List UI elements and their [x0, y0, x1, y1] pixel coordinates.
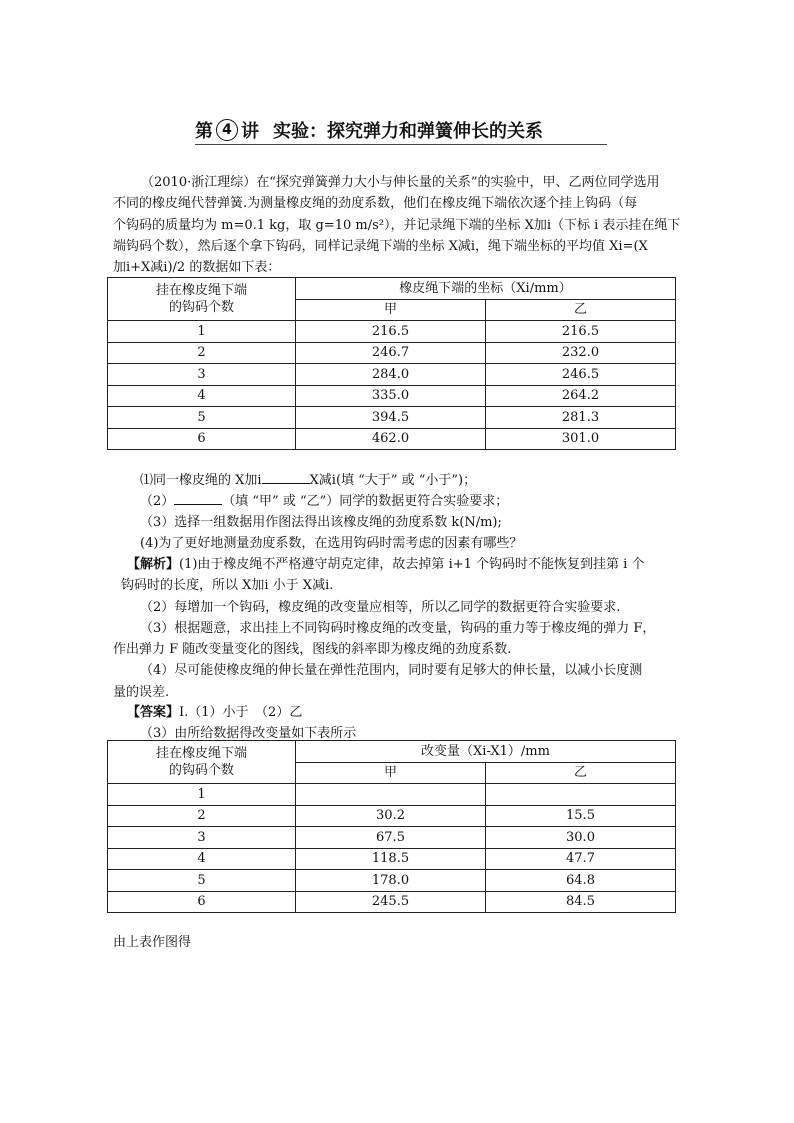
coordinate-table — [107, 277, 676, 450]
intro-line: 个钩码的质量均为 m=0.1 kg，取 g=10 m/s²），并记录绳下端的坐标 X加i（下标 i 表示挂在绳下 — [113, 217, 681, 233]
title-suffix: 讲 — [241, 121, 259, 142]
table-row: 1 216.5 216.5 — [108, 321, 676, 343]
question-4: (4)为了更好地测量劲度系数，在选用钩码时需考虑的因素有哪些？ — [140, 536, 523, 551]
analysis-tag: 【解析】 — [127, 557, 180, 572]
table-row: 4 118.5 47.7 — [108, 848, 676, 870]
title-underline — [195, 144, 607, 145]
table-row: 6 462.0 301.0 — [108, 428, 676, 450]
question-2: （2） （填 “甲” 或 “乙”）同学的数据更符合实验要求； — [140, 494, 509, 509]
table-header-jia: 甲 — [296, 762, 486, 784]
analysis-section: 【解析】(1)由于橡皮绳不严格遵守胡克定律，故去掉第 i+1 个钩码时不能恢复到挂第 i 个 钩码时的长度，所以 X加i 小于 X减i. （2）每增加一个钩码，橡皮绳的改变量应相等，所以乙同学的数据更符合实验要求. （3）根据题意，求出挂上不同钩码时橡皮绳的改变量，钩码的重力等于橡皮绳的弹力 F， 作出弹力 F 随改变量变化的图线，图线的斜率即为橡皮绳的劲度系数. （4）尽可能使橡皮绳的伸长量在弹性范围内，同时要有足够大的伸长量，以减小长度测 量的误差. — [113, 557, 656, 700]
table-row: 5 394.5 281.3 — [108, 407, 676, 429]
table-row: 2 246.7 232.0 — [108, 342, 676, 364]
table-row: 4 335.0 264.2 — [108, 385, 676, 407]
table-row: 6 245.5 84.5 — [108, 891, 676, 913]
intro-line: 不同的橡皮绳代替弹簧.为测量橡皮绳的劲度系数，他们在橡皮绳下端依次逐个挂上钩码（每 — [113, 196, 638, 212]
question-1: ⑴同一橡皮绳的 X加i X减i(填 “大于” 或 “小于”)； — [140, 473, 477, 488]
table-header-yi: 乙 — [486, 762, 676, 784]
table-header-jia: 甲 — [296, 299, 486, 321]
intro-line: 加i+X减i)/2 的数据如下表： — [113, 260, 281, 276]
intro-paragraph — [113, 172, 681, 278]
table-row: 3 284.0 246.5 — [108, 364, 676, 386]
answer-section: 【答案】Ⅰ.（1）小于 （2）乙 （3）由所给数据得改变量如下表所示 — [127, 705, 357, 742]
title-text: 实验：探究弹力和弹簧伸长的关系 — [273, 121, 543, 142]
footer-text: 由上表作图得 — [113, 935, 192, 950]
answer-blank — [262, 471, 310, 484]
question-3: （3）选择一组数据用作图法得出该橡皮绳的劲度系数 k(N/m); — [140, 515, 502, 530]
table-header-count: 挂在橡皮绳下端 的钩码个数 — [108, 278, 296, 321]
page-title — [195, 117, 543, 143]
table-row: 3 67.5 30.0 — [108, 827, 676, 849]
table-row: 1 — [108, 784, 676, 806]
answer-tag: 【答案】 — [127, 705, 180, 720]
table-row: 2 30.2 15.5 — [108, 805, 676, 827]
table-header-count: 挂在橡皮绳下端 的钩码个数 — [108, 741, 296, 784]
change-table — [107, 740, 676, 913]
title-prefix: 第 — [195, 121, 213, 142]
answer-blank — [174, 492, 222, 505]
table-header-group: 改变量（Xi-X1）/mm — [296, 741, 676, 763]
table-header-yi: 乙 — [486, 299, 676, 321]
table-header-group: 橡皮绳下端的坐标（Xi/mm） — [296, 278, 676, 300]
intro-line: 端钩码个数），然后逐个拿下钩码，同样记录绳下端的坐标 X减i，绳下端坐标的平均值 Xi=(X — [113, 238, 648, 254]
table-row: 5 178.0 64.8 — [108, 870, 676, 892]
intro-line: （2010·浙江理综）在“探究弹簧弹力大小与伸长量的关系”的实验中，甲、乙两位同学选用 — [141, 175, 660, 190]
lecture-number-badge: 4 — [216, 119, 238, 141]
